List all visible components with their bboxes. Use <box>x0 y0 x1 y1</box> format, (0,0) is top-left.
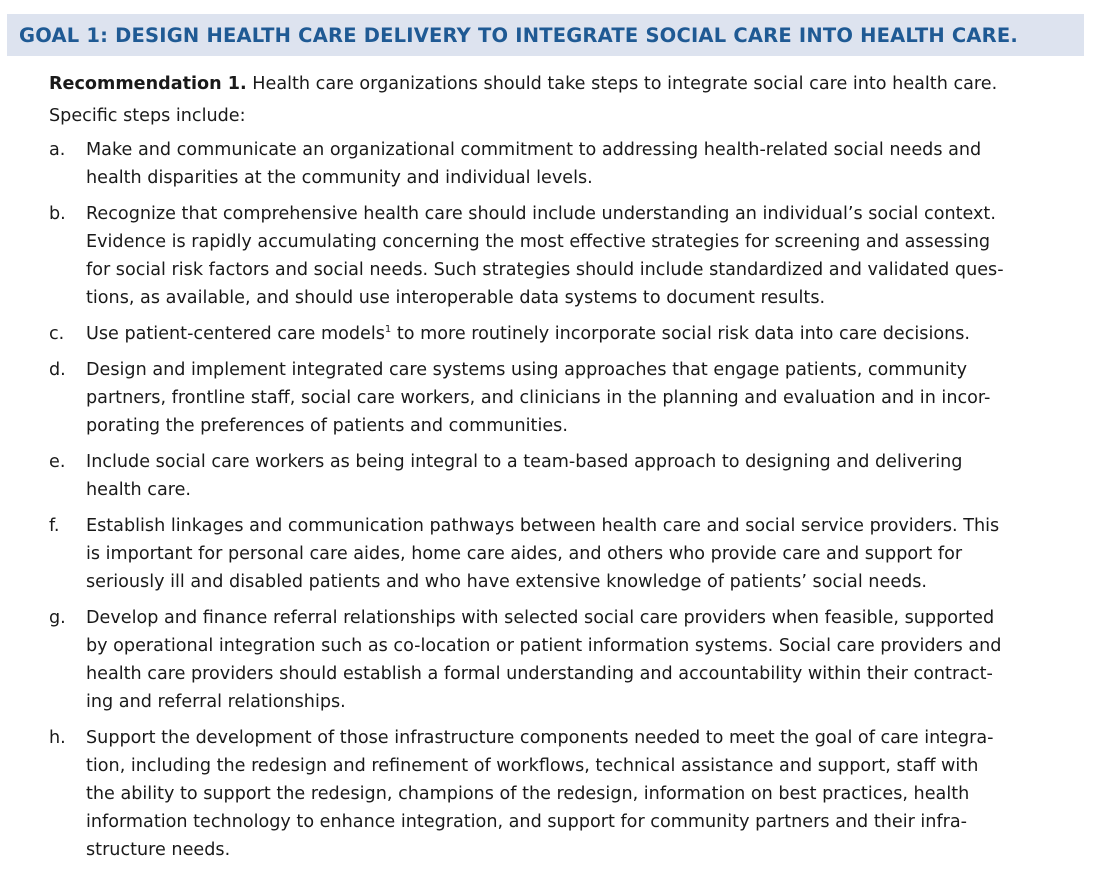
step-a <box>49 136 1049 192</box>
recommendation-label: Recommendation 1. <box>49 74 247 94</box>
footnote-reference: 1 <box>384 324 392 336</box>
step-line: tion, including the redesign and refinement of workflows, technical assistance and support, staff with <box>86 756 979 776</box>
step-marker: a. <box>49 140 66 160</box>
step-line: Include social care workers as being integral to a team-based approach to designing and delivering <box>86 452 963 472</box>
step-line: Make and communicate an organizational commitment to addressing health-related social needs and <box>86 140 982 160</box>
step-line: tions, as available, and should use interoperable data systems to document results. <box>86 288 826 308</box>
step-marker: c. <box>49 324 65 344</box>
step-line: Design and implement integrated care systems using approaches that engage patients, community <box>86 360 968 380</box>
step-line: ing and referral relationships. <box>86 692 346 712</box>
step-marker: e. <box>49 452 66 472</box>
step-marker: b. <box>49 204 66 224</box>
goal-title: GOAL 1: DESIGN HEALTH CARE DELIVERY TO INTEGRATE SOCIAL CARE INTO HEALTH CARE. <box>19 23 1018 47</box>
step-line: Establish linkages and communication pathways between health care and social service providers. This <box>86 516 1000 536</box>
steps-intro: Specific steps include: <box>49 106 246 126</box>
step-line: information technology to enhance integration, and support for community partners and their infra- <box>86 812 968 832</box>
step-line: health care providers should establish a formal understanding and accountability within their contract- <box>86 664 993 684</box>
step-line: partners, frontline staff, social care workers, and clinicians in the planning and evaluation and in incor- <box>86 388 991 408</box>
step-marker: d. <box>49 360 66 380</box>
step-line: is important for personal care aides, home care aides, and others who provide care and support for <box>86 544 963 564</box>
step-line: Develop and finance referral relationships with selected social care providers when feasible, supported <box>86 608 995 628</box>
step-c <box>49 320 1049 348</box>
step-f <box>49 512 1049 596</box>
step-e <box>49 448 1049 504</box>
step-line: porating the preferences of patients and communities. <box>86 416 568 436</box>
step-marker: f. <box>49 516 60 536</box>
goal-banner <box>7 14 1084 56</box>
step-line: Support the development of those infrastructure components needed to meet the goal of care integra- <box>86 728 994 748</box>
step-text: Use patient-centered care models <box>86 324 385 344</box>
step-line: by operational integration such as co-location or patient information systems. Social care providers and <box>86 636 1002 656</box>
step-marker: g. <box>49 608 66 628</box>
step-line: health care. <box>86 480 192 500</box>
step-line: seriously ill and disabled patients and who have extensive knowledge of patients’ social needs. <box>86 572 928 592</box>
recommendation-body <box>49 70 1049 872</box>
step-line: for social risk factors and social needs. Such strategies should include standardized and validated ques- <box>86 260 1004 280</box>
step-line: structure needs. <box>86 840 231 860</box>
step-line: Recognize that comprehensive health care should include understanding an individual’s social context. <box>86 204 996 224</box>
step-line: health disparities at the community and individual levels. <box>86 168 593 188</box>
step-marker: h. <box>49 728 66 748</box>
step-text: to more routinely incorporate social risk data into care decisions. <box>391 324 971 344</box>
step-g <box>49 604 1049 716</box>
step-d <box>49 356 1049 440</box>
step-h <box>49 724 1049 864</box>
step-line <box>86 320 1049 348</box>
recommendation-text: Health care organizations should take steps to integrate social care into health care. <box>246 74 998 94</box>
steps-list <box>49 136 1049 864</box>
step-line: Evidence is rapidly accumulating concerning the most effective strategies for screening and assessing <box>86 232 991 252</box>
step-line: the ability to support the redesign, champions of the redesign, information on best practices, health <box>86 784 970 804</box>
step-b <box>49 200 1049 312</box>
recommendation-statement <box>49 70 1049 98</box>
